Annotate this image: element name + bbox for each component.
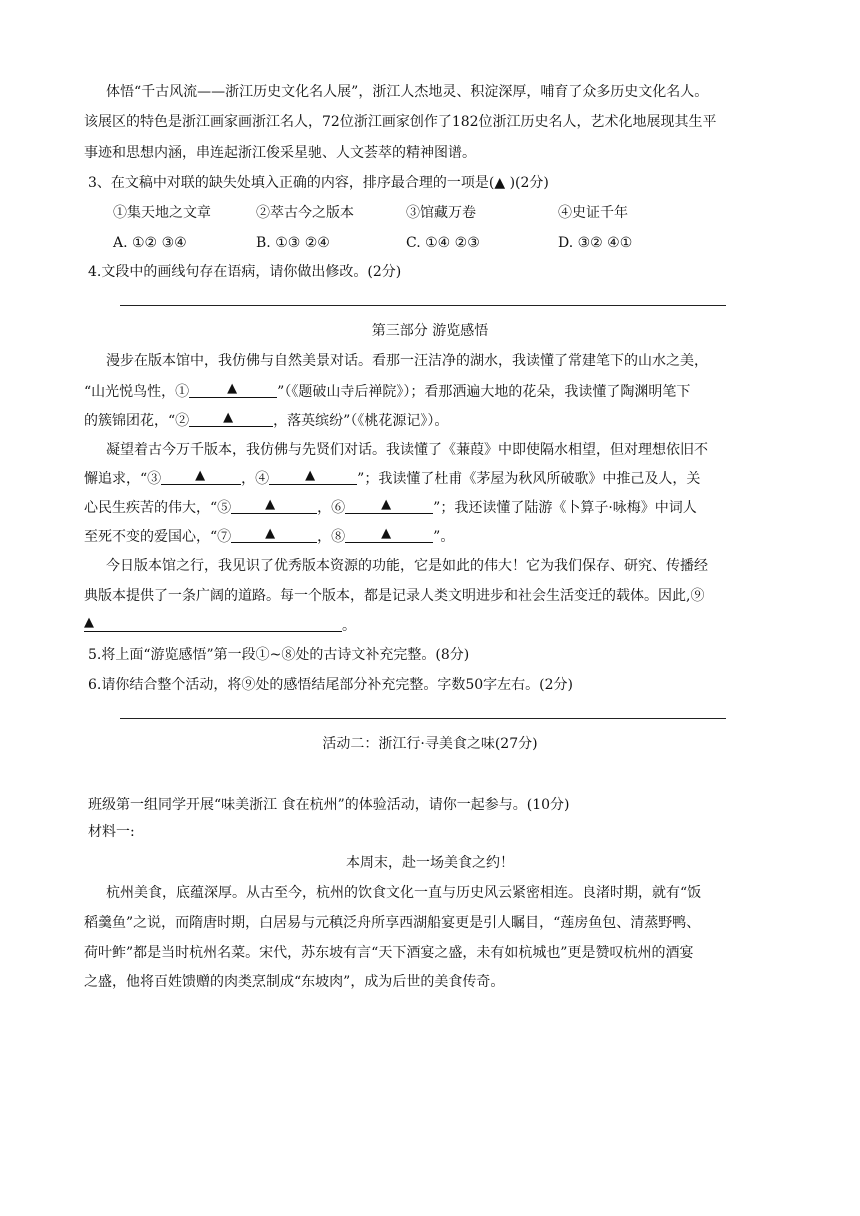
text-fragment: ”；我读懂了杜甫《茅屋为秋风所破歌》中推己及人，关 [357,471,701,487]
question-3-stem: 3、在文稿中对联的缺失处填入正确的内容，排序最合理的一项是(▲ )(2分) [88,175,549,191]
paragraph-line: 该展区的特色是浙江画家画浙江名人，72位浙江画家创作了182位浙江历史名人，艺术化地展现其生平 [84,114,717,130]
paragraph-line: 杭州美食，底蕴深厚。从古至今，杭州的饮食文化一直与历史风云紧密相连。良渚时期，就有“饭 [106,885,702,901]
paragraph-line: 之盛，他将百姓馈赠的肉类烹制成“东坡肉”，成为后世的美食传奇。 [84,974,505,990]
text-fragment: ”（《题破山寺后禅院》）；看那洒遍大地的花朵，我读懂了陶渊明笔下 [277,384,691,400]
paragraph-line [84,381,690,402]
text-fragment: 。 [342,618,356,634]
fill-blank-9[interactable] [84,615,342,632]
text-fragment: 至死不变的爱国心，“⑦ [84,529,232,545]
question-4: 4.文段中的画线句存在语病，请你做出修改。(2分) [88,264,402,280]
triangle-icon: ▲ [227,381,238,396]
item-2: ②萃古今之版本 [256,205,354,221]
triangle-icon: ▲ [223,410,234,425]
paragraph-line: 荷叶鲊”都是当时杭州名菜。宋代，苏东坡有言“天下酒宴之盛，未有如杭城也”更是赞叹杭州的酒宴 [84,945,694,961]
text-fragment: ，④ [241,471,270,487]
fill-blank-3[interactable] [161,468,241,485]
paragraph-line: 凝望着古今万千版本，我仿佛与先贤们对话。我读懂了《蒹葭》中即使隔水相望，但对理想依旧不 [106,442,708,458]
option-c: C. ①④ ②③ [406,235,480,251]
item-4: ④史证千年 [558,205,628,221]
item-3: ③馆藏万卷 [406,205,476,221]
paragraph-line [84,526,454,547]
fill-blank-8[interactable] [345,526,433,543]
paragraph-line [84,615,356,636]
paragraph-line [84,497,697,518]
text-fragment: ”；我还读懂了陆游《卜算子·咏梅》中词人 [433,500,697,516]
question-6: 6.请你结合整个活动，将⑨处的感悟结尾部分补充完整。字数50字左右。(2分) [88,677,574,693]
paragraph-line [84,468,700,489]
activity-intro: 班级第一组同学开展“味美浙江 食在杭州”的体验活动，请你一起参与。(10分) [88,797,570,813]
fill-blank-7[interactable] [231,526,317,543]
triangle-icon: ▲ [195,468,206,483]
fill-blank-6[interactable] [345,497,433,514]
text-fragment: 懈追求，“③ [84,471,162,487]
fill-blank-2[interactable] [189,410,273,427]
triangle-icon: ▲ [305,468,316,483]
activity-heading: 活动二：浙江行·寻美食之味(27分) [322,736,538,752]
text-fragment: ，⑥ [317,500,346,516]
item-1: ①集天地之文章 [113,205,211,221]
paragraph-line: 今日版本馆之行，我见识了优秀版本资源的功能，它是如此的伟大！它为我们保存、研究、传播经 [106,558,708,574]
option-b: B. ①③ ②④ [256,235,330,251]
material-label: 材料一: [88,824,135,840]
fill-blank-1[interactable] [189,381,277,398]
material-title: 本周末，赴一场美食之约！ [346,855,514,871]
answer-line [120,718,726,719]
paragraph-line: 典版本提供了一条广阔的道路。每一个版本，都是记录人类文明进步和社会生活变迁的载体。因此,⑨ [84,588,705,604]
option-a: A. ①② ③④ [113,235,187,251]
paragraph-line: 体悟“千古风流——浙江历史文化名人展”，浙江人杰地灵、积淀深厚，哺育了众多历史文化名人。 [106,84,709,100]
question-5: 5.将上面“游览感悟”第一段①~⑧处的古诗文补充完整。(8分) [88,647,470,663]
text-fragment: ，⑧ [317,529,346,545]
option-d: D. ③② ④① [558,235,633,251]
triangle-icon: ▲ [381,526,392,541]
paragraph-line: 漫步在版本馆中，我仿佛与自然美景对话。看那一汪洁净的湖水，我读懂了常建笔下的山水之美， [106,353,708,369]
answer-line [120,305,726,306]
text-fragment: “山光悦鸟性，① [84,384,190,400]
triangle-icon: ▲ [265,526,276,541]
text-fragment: 心民生疾苦的伟大，“⑤ [84,500,232,516]
fill-blank-5[interactable] [231,497,317,514]
triangle-icon: ▲ [381,497,392,512]
section-heading: 第三部分 游览感悟 [371,323,489,339]
paragraph-line [84,410,448,431]
triangle-icon: ▲ [265,497,276,512]
triangle-icon: ▲ [84,615,94,630]
paragraph-line: 事迹和思想内涵，串连起浙江俊采星驰、人文荟萃的精神图谱。 [84,145,476,161]
fill-blank-4[interactable] [269,468,357,485]
text-fragment: ，落英缤纷”（《桃花源记》）。 [273,413,449,429]
text-fragment: ”。 [433,529,455,545]
text-fragment: 的簇锦团花，“② [84,413,190,429]
paragraph-line: 稻羹鱼”之说，而隋唐时期，白居易与元稹泛舟所享西湖船宴更是引人瞩目，“莲房鱼包、清蒸野鸭、 [84,915,701,931]
